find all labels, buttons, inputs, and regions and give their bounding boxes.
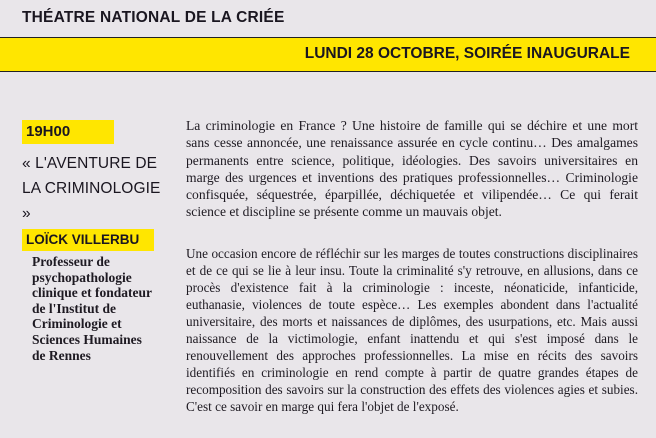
venue-heading: THÉATRE NATIONAL DE LA CRIÉE [22, 9, 285, 26]
body-paragraph-2: Une occasion encore de réfléchir sur les marges de toutes constructions disciplinaires et de ce qui se lie à leur insu. Toute la criminalité s'y retrouve, en allusions, dans ce procès d'existence fait à la criminologie : inceste, néonaticide, infanticide, euthanasie, violences de toute espèce… Les exemples abondent dans l'actualité universitaire, des morts et naissances de diplômes, des usurpations, etc. Mais aussi naissance de la victimologie, enfant inattendu et qui s'est imposé dans le renouvellement des approches professionnelles. La mise en récits des savoirs identifiés en criminologie en rend compte à partir de quatre grandes étapes de recomposition des savoirs sur la construction des effets des violences agies et subies. C'est ce savoir en marge qui fera l'objet de l'exposé. [186, 246, 638, 414]
date-line: LUNDI 28 OCTOBRE, SOIRÉE INAUGURALE [304, 45, 630, 62]
body-paragraph-1: La criminologie en France ? Une histoire de famille qui se déchire et une mort sans cesse annoncée, une renaissance assurée en cycle continu… Des amalgames permanents entre science, politique, idéologies. Des savoirs universitaires en marge des urgences et inventions des pratiques professionnelles… Criminologie confisquée, séquestrée, éparpillée, déchiquetée et vilipendée… Ce qui ferait science et discipline se présente comme un mauvais objet. [186, 118, 638, 220]
event-title: « L'AVENTURE DE LA CRIMINOLOGIE » [22, 155, 161, 222]
date-banner [0, 37, 656, 72]
event-time-badge: 19H00 [22, 120, 114, 144]
speaker-bio: Professeur de psychopathologie clinique et fondateur de l'Institut de Criminologie et Sciences Humaines de Rennes [32, 254, 152, 363]
speaker-name-badge: LOÏCK VILLERBU [22, 229, 154, 251]
